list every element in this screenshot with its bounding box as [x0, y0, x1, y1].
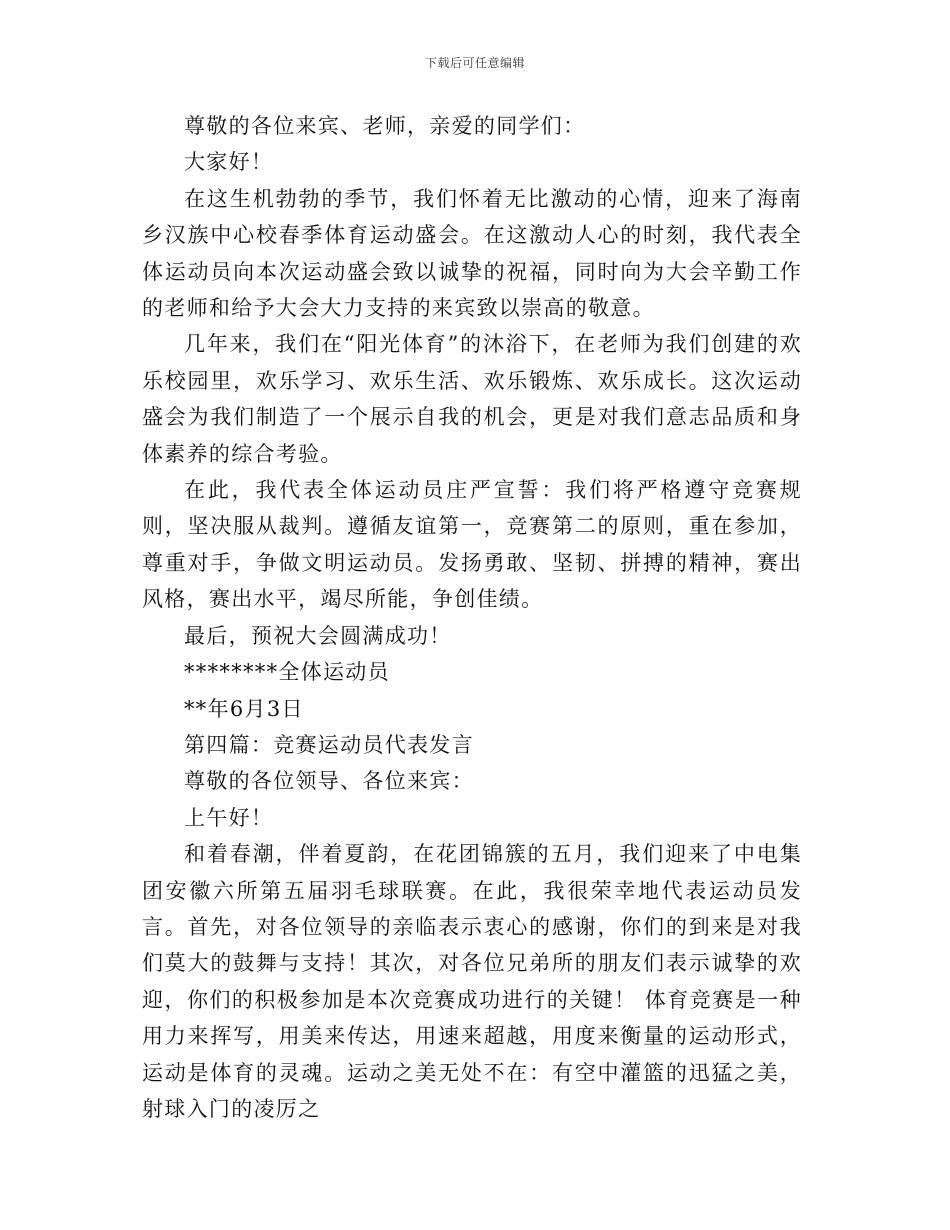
- greeting: 大家好！: [184, 150, 274, 175]
- header-note: 下载后可任意编辑: [424, 56, 525, 70]
- paragraph: 在这生机勃勃的季节，我们怀着无比激动的心情，迎来了海南乡汉族中心校春季体育运动盛会。在这激动人心的时刻，我代表全体运动员向本次运动盛会致以诚挚的祝福，同时向为大会辛勤工作的老师和给予大会大力支持的来宾致以崇高的敬意。: [142, 186, 802, 321]
- salutation: 尊敬的各位领导、各位来宾：: [184, 769, 474, 794]
- signature: ********全体运动员: [184, 660, 390, 685]
- salutation: 尊敬的各位来宾、老师，亲爱的同学们：: [184, 114, 586, 138]
- document-body: [142, 108, 802, 1127]
- paragraph: 在此，我代表全体运动员庄严宣誓：我们将严格遵守竞赛规则，坚决服从裁判。遵循友谊第一，竞赛第二的原则，重在参加，尊重对手，争做文明运动员。发扬勇敢、坚韧、拼搏的精神，赛出风格，赛出水平，竭尽所能，争创佳绩。: [142, 478, 802, 612]
- paragraph: 几年来，我们在“阳光体育”的沐浴下，在老师为我们创建的欢乐校园里，欢乐学习、欢乐生活、欢乐锻炼、欢乐成长。这次运动盛会为我们制造了一个展示自我的机会，更是对我们意志品质和身体素养的综合考验。: [142, 332, 802, 466]
- date-line: **年6月3日: [184, 696, 304, 721]
- section-heading: 第四篇：竞赛运动员代表发言: [184, 732, 474, 757]
- greeting: 上午好！: [184, 805, 274, 830]
- closing-wish: 最后，预祝大会圆满成功！: [184, 623, 452, 648]
- paragraph: 和着春潮，伴着夏韵，在花团锦簇的五月，我们迎来了中电集团安徽六所第五届羽毛球联赛。在此，我很荣幸地代表运动员发言。首先，对各位领导的亲临表示衷心的感谢，你们的到来是对我们莫大的鼓舞与支持！其次，对各位兄弟所的朋友们表示诚挚的欢迎，你们的积极参加是本次竞赛成功进行的关键！ 体育竞赛是一种用力来挥写，用美来传达，用速来超越，用度来衡量的运动形式，运动是体育的灵魂。运动之美无处不在：有空中灌篮的迅猛之美，射球入门的凌厉之: [142, 842, 802, 1121]
